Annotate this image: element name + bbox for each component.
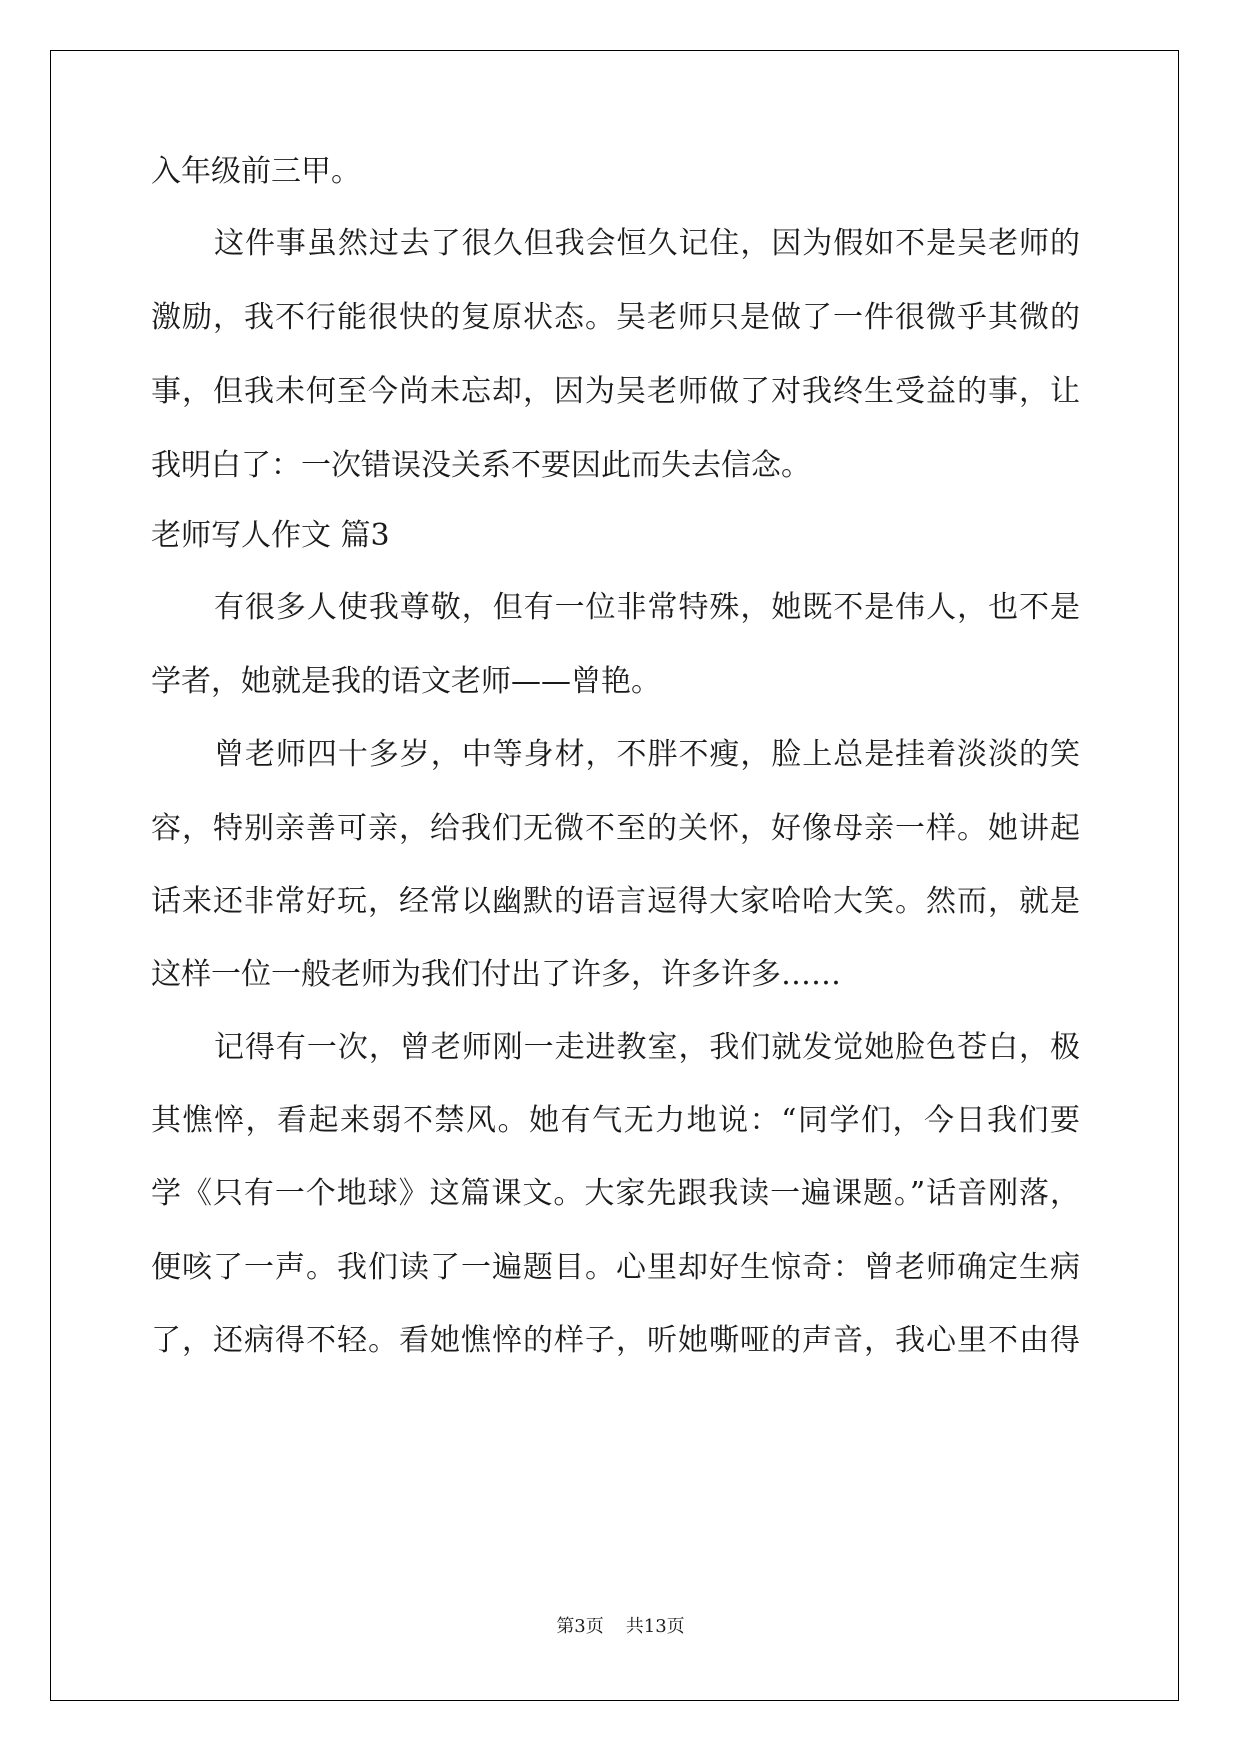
paragraph-line: 学《只有一个地球》这篇课文。大家先跟我读一遍课题。”话音刚落，	[151, 1176, 1080, 1211]
page-total: 共13页	[625, 1616, 685, 1637]
section-heading: 老师写人作文 篇3	[151, 518, 390, 553]
paragraph-line: 便咳了一声。我们读了一遍题目。心里却好生惊奇：曾老师确定生病	[151, 1250, 1080, 1285]
paragraph-line: 事，但我未何至今尚未忘却，因为吴老师做了对我终生受益的事，让	[151, 374, 1080, 409]
paragraph-line: 入年级前三甲。	[151, 154, 361, 189]
paragraph-line: 记得有一次，曾老师刚一走进教室，我们就发觉她脸色苍白，极	[214, 1030, 1080, 1065]
paragraph-line: 了，还病得不轻。看她憔悴的样子，听她嘶哑的声音，我心里不由得	[151, 1323, 1080, 1358]
paragraph-line: 激励，我不行能很快的复原状态。吴老师只是做了一件很微乎其微的	[151, 300, 1080, 335]
paragraph-line: 曾老师四十多岁，中等身材，不胖不瘦，脸上总是挂着淡淡的笑	[214, 737, 1080, 772]
page-number: 第3页	[556, 1616, 604, 1637]
paragraph-line: 我明白了：一次错误没关系不要因此而失去信念。	[151, 448, 811, 483]
paragraph-line: 这件事虽然过去了很久但我会恒久记住，因为假如不是吴老师的	[214, 226, 1080, 261]
paragraph-line: 容，特别亲善可亲，给我们无微不至的关怀，好像母亲一样。她讲起	[151, 811, 1080, 846]
paragraph-line: 有很多人使我尊敬，但有一位非常特殊，她既不是伟人，也不是	[214, 590, 1080, 625]
paragraph-line: 学者，她就是我的语文老师——曾艳。	[151, 664, 661, 699]
page-footer	[0, 1612, 1241, 1638]
paragraph-line: 其憔悴，看起来弱不禁风。她有气无力地说：“同学们，今日我们要	[151, 1103, 1080, 1138]
paragraph-line: 这样一位一般老师为我们付出了许多，许多许多……	[151, 957, 841, 992]
paragraph-line: 话来还非常好玩，经常以幽默的语言逗得大家哈哈大笑。然而，就是	[151, 884, 1080, 919]
